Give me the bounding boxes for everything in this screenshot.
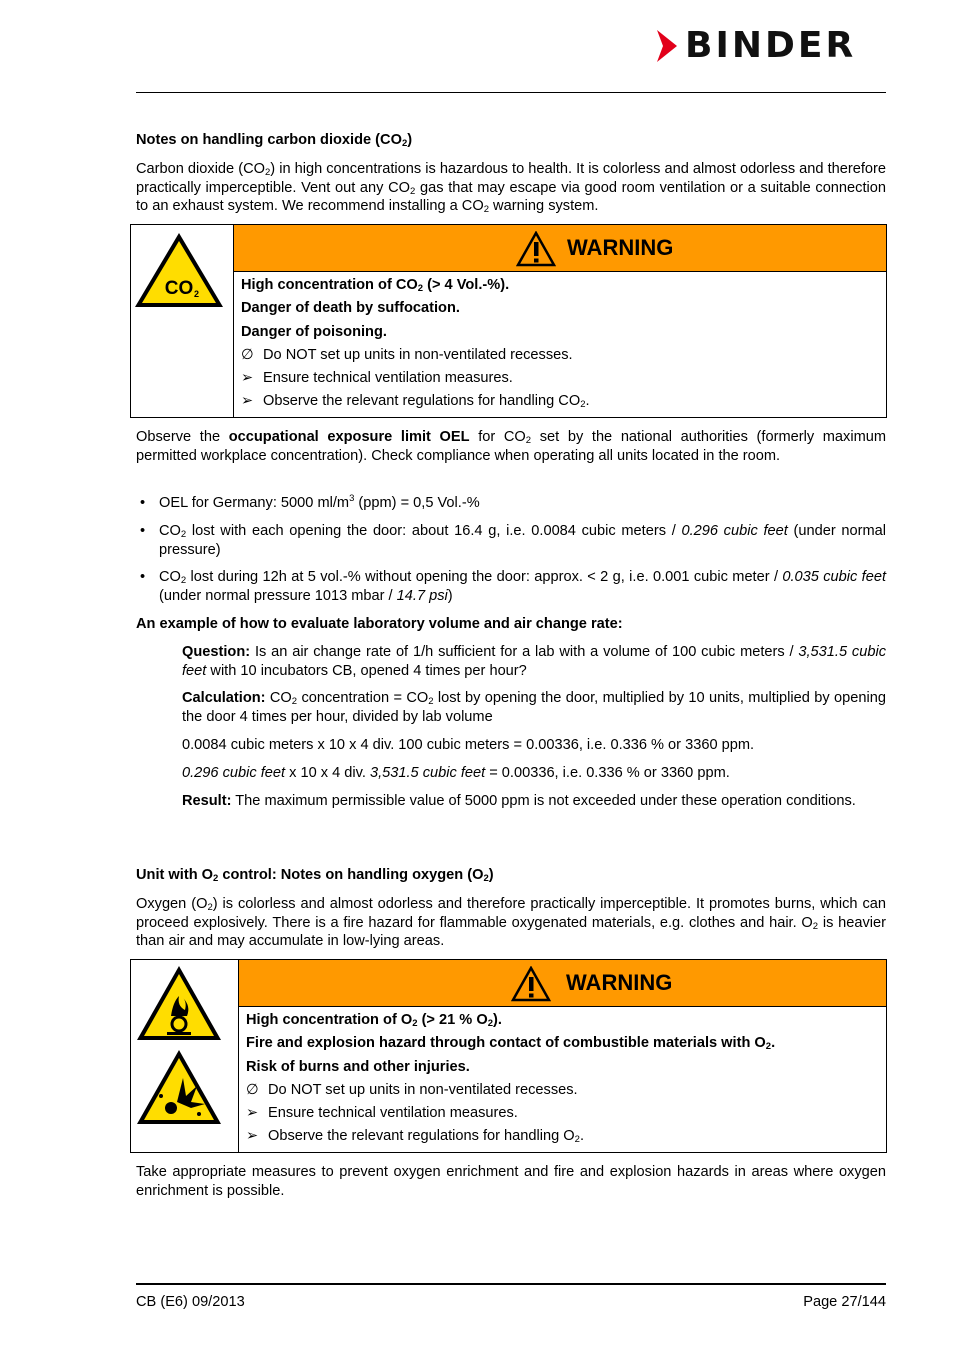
bullet-oel-germany: OEL for Germany: 5000 $ml/m^3$ (ppm) = 0,5 Vol.-%: [159, 493, 480, 511]
warning-line: High concentration of $CO_2$ (> 4 Vol.-%).: [241, 277, 510, 294]
svg-text:CO: CO: [164, 278, 194, 299]
co2-intro-paragraph: Carbon dioxide $(CO_2)$ in high concentrations is hazardous to health. It is colorless and almost odorless and therefore practically imperceptible. Vent out any $CO_2$ gas that may escape via good room ventilation or a suitable connection to an exhaust system. We recommend installing a $CO_2$ warning system.: [136, 161, 886, 215]
explosive-hazard-icon: [131, 1048, 231, 1128]
warning-line: ∅ Do NOT set up units in non-ventilated recesses.: [239, 1079, 886, 1102]
svg-text:2: 2: [194, 289, 200, 299]
bullet-dot: •: [140, 495, 146, 511]
logo-chevron-icon: [655, 28, 683, 70]
o2-closing-paragraph: Take appropriate measures to prevent oxygen enrichment and fire and explosion hazards in areas where oxygen enrichment is possible.: [136, 1164, 886, 1199]
header-rule: [136, 92, 886, 93]
warning-line: ➢ Observe the relevant regulations for handling $CO_2$.: [234, 390, 886, 413]
warning-label: WARNING: [566, 970, 673, 995]
calc-imperial: 0.296 cubic feet x 10 x 4 div. 3,531.5 cubic feet = 0.00336, i.e. 0.336 % or 3360 ppm.: [182, 765, 730, 781]
warning-line: ➢ Observe the relevant regulations for handling $O_2$.: [239, 1125, 886, 1148]
warning-line: Risk of burns and other injuries.: [246, 1058, 470, 1075]
bullet-co2-12h: $CO_2$ lost during 12h at 5 vol.-% without opening the door: approx. < 2 g, i.e. 0.001 cubic meter / 0.035 cubic feet (under normal pressure 1013 mbar / 14.7 psi): [159, 569, 886, 604]
example-result: Result: The maximum permissible value of 5000 ppm is not exceeded under these operation conditions.: [182, 793, 856, 809]
arrow-marker-icon: ➢: [241, 393, 254, 410]
calc-metric: 0.0084 cubic meters x 10 x 4 div. 100 cubic meters = 0.00336, i.e. 0.336 % or 3360 ppm.: [182, 737, 755, 753]
footer-doc-id: CB (E6) 09/2013: [136, 1294, 245, 1310]
warning-line: Danger of death by suffocation.: [241, 300, 460, 317]
arrow-marker-icon: ➢: [246, 1128, 259, 1145]
warning-line: Danger of poisoning.: [241, 323, 387, 340]
o2-warning-icon-cell: [131, 960, 239, 1153]
example-question: Question: Is an air change rate of 1/h sufficient for a lab with a volume of 100 cubic meters / 3,531.5 cubic feet with 10 incubators CB, opened 4 times per hour?: [182, 644, 886, 679]
oxidizing-hazard-icon: [131, 964, 231, 1044]
example-calculation: Calculation: $CO_2$ concentration = $CO_2$ lost by opening the door, multiplied by 10 units, multiplied by opening the door 4 times per hour, divided by lab volume: [182, 690, 886, 725]
o2-intro-paragraph: Oxygen $(O_2)$ is colorless and almost odorless and therefore practically imperceptible. It promotes burns, which can proceed explosively. There is a fire hazard for flammable oxygenated materials, e.g. clothes and hair. $O_2$ is heavier than air and may accumulate in low-lying areas.: [136, 896, 886, 949]
warning-triangle-icon: [516, 231, 556, 267]
o2-warning-body: [239, 1007, 887, 1153]
warning-line: Fire and explosion hazard through contact of combustible materials with $O_2$.: [246, 1035, 776, 1053]
oel-paragraph: Observe the occupational exposure limit OEL for $CO_2$ set by the national authorities (formerly maximum permitted workplace concentration). Check compliance when operating all units located in the room.: [136, 429, 887, 464]
bullet-dot: •: [140, 569, 146, 585]
warning-triangle-icon: [511, 966, 551, 1002]
warning-line: ➢ Ensure technical ventilation measures.: [239, 1102, 886, 1125]
warning-line: ∅ Do NOT set up units in non-ventilated recesses.: [234, 344, 886, 367]
arrow-marker-icon: ➢: [246, 1105, 259, 1122]
logo-text: BINDER: [685, 25, 857, 66]
co2-warning-icon-cell: [131, 225, 234, 418]
o2-warning-header: [239, 960, 887, 1007]
binder-logo: [655, 25, 887, 70]
o2-section-title: Unit with $O_2$ control: Notes on handling oxygen $(O_2)$: [136, 867, 494, 884]
co2-hazard-icon: [131, 231, 231, 311]
o2-warning-box: [130, 959, 887, 1153]
warning-line: High concentration of $O_2$ (> 21 % $O_2$).: [246, 1012, 502, 1029]
bullet-co2-per-opening: $CO_2$ lost with each opening the door: about 16.4 g, i.e. 0.0084 cubic meters / 0.296 cubic feet (under normal pressure): [159, 523, 886, 558]
bullet-dot: •: [140, 523, 146, 539]
warning-line: ➢ Ensure technical ventilation measures.: [234, 367, 886, 390]
co2-warning-header: [234, 225, 887, 272]
footer-page-number: Page 27/144: [803, 1294, 886, 1310]
prohibition-marker-icon: ∅: [246, 1081, 259, 1098]
example-title: An example of how to evaluate laboratory volume and air change rate:: [136, 616, 623, 632]
footer-rule: [136, 1283, 886, 1285]
co2-warning-body: [234, 272, 887, 418]
prohibition-marker-icon: ∅: [241, 346, 254, 363]
co2-warning-box: [130, 224, 887, 418]
co2-section-title: Notes on handling carbon dioxide $(CO_2)$: [136, 132, 413, 149]
warning-label: WARNING: [567, 235, 674, 260]
arrow-marker-icon: ➢: [241, 370, 254, 387]
